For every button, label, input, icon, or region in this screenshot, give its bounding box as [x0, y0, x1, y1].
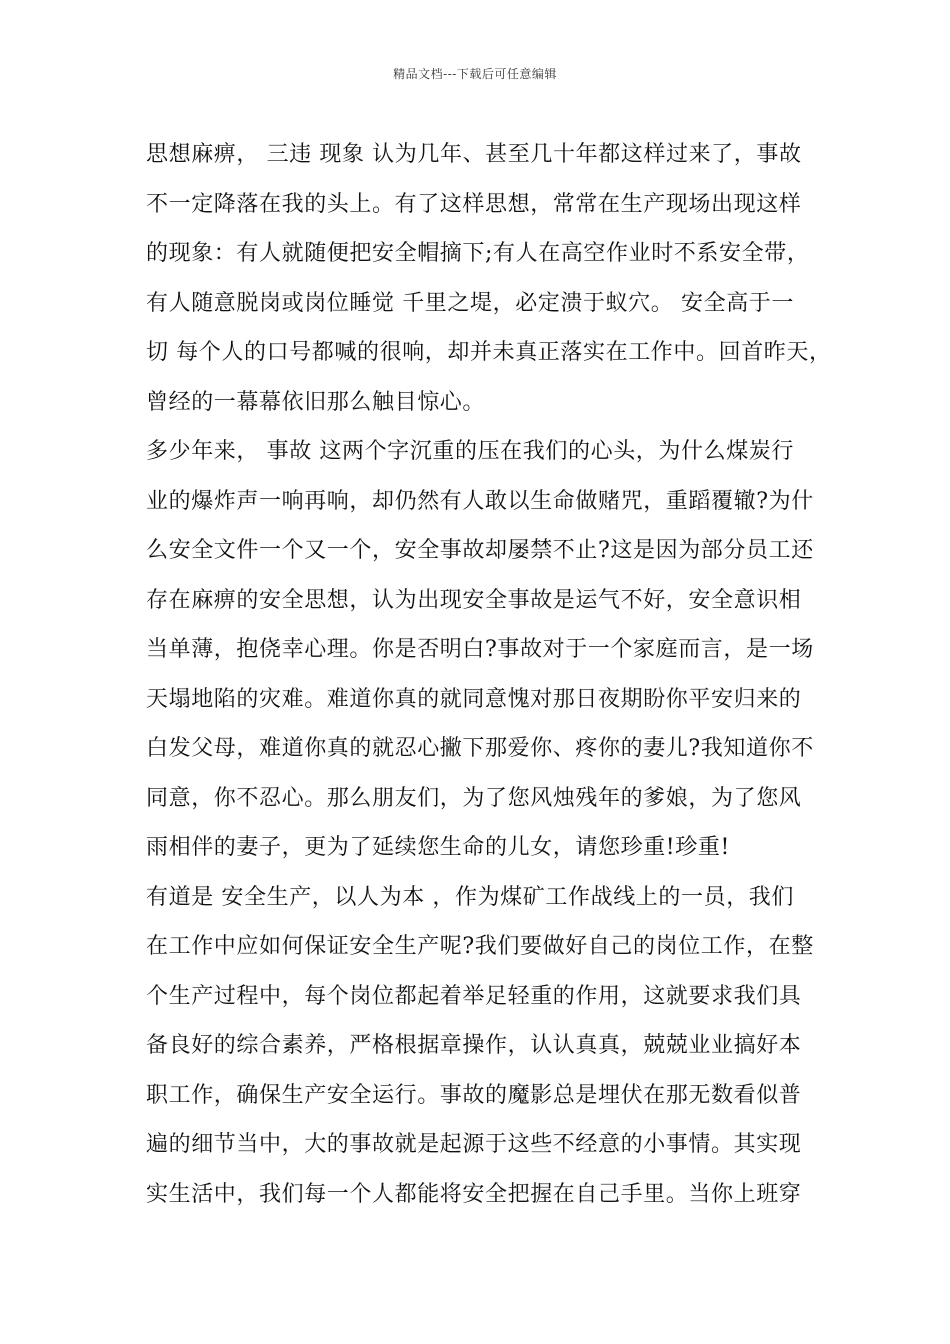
text-line: 切 每个人的口号都喊的很响，却并未真正落实在工作中。回首昨天， — [146, 340, 832, 365]
text-line: 有人随意脱岗或岗位睡觉 千里之堤，必定溃于蚁穴。 安全高于一 — [146, 290, 794, 316]
text-line: 在工作中应如何保证安全生产呢?我们要做好自己的岗位工作，在整 — [146, 934, 814, 959]
page-header: 精品文档---下载后可任意编辑 — [393, 67, 557, 81]
text-line: 同意，你不忍心。那么朋友们，为了您风烛残年的爹娘，为了您风 — [146, 785, 802, 811]
text-line: 多少年来， 事故 这两个字沉重的压在我们的心头，为什么煤炭行 — [146, 439, 794, 464]
text-line: 不一定降落在我的头上。有了这样思想，常常在生产现场出现这样 — [146, 191, 802, 217]
text-line: 曾经的一幕幕依旧那么触目惊心。 — [146, 389, 486, 415]
text-line: 遍的细节当中，大的事故就是起源于这些不经意的小事情。其实现 — [146, 1132, 802, 1157]
text-line: 天塌地陷的灾难。难道你真的就同意愧对那日夜期盼你平安归来的 — [146, 686, 802, 712]
text-line: 的现象：有人就随便把安全帽摘下;有人在高空作业时不系安全带， — [146, 241, 810, 266]
text-line: 白发父母，难道你真的就忍心撇下那爱你、疼你的妻儿?我知道你不 — [146, 736, 814, 761]
text-line: 当单薄，抱侥幸心理。你是否明白?事故对于一个家庭而言，是一场 — [146, 637, 814, 662]
text-line: 么安全文件一个又一个，安全事故却屡禁不止?这是因为部分员工还 — [146, 538, 814, 563]
body-text — [146, 130, 832, 1219]
text-line: 备良好的综合素养，严格根据章操作，认认真真，兢兢业业搞好本 — [146, 1033, 802, 1058]
text-line: 职工作，确保生产安全运行。事故的魔影总是埋伏在那无数看似普 — [146, 1082, 802, 1108]
text-line: 个生产过程中，每个岗位都起着举足轻重的作用，这就要求我们具 — [146, 983, 802, 1009]
text-line: 存在麻痹的安全思想，认为出现安全事故是运气不好，安全意识相 — [146, 587, 802, 613]
text-line: 有道是 安全生产，以人为本 ，作为煤矿工作战线上的一员，我们 — [146, 884, 794, 910]
text-line: 业的爆炸声一响再响，却仍然有人敢以生命做赌咒，重蹈覆辙?为什 — [146, 488, 814, 514]
text-line: 雨相伴的妻子，更为了延续您生命的儿女，请您珍重!珍重! — [146, 835, 730, 860]
text-line: 思想麻痹， 三违 现象 认为几年、甚至几十年都这样过来了，事故 — [146, 142, 802, 167]
text-line: 实生活中，我们每一个人都能将安全把握在自己手里。当你上班穿 — [146, 1181, 802, 1207]
